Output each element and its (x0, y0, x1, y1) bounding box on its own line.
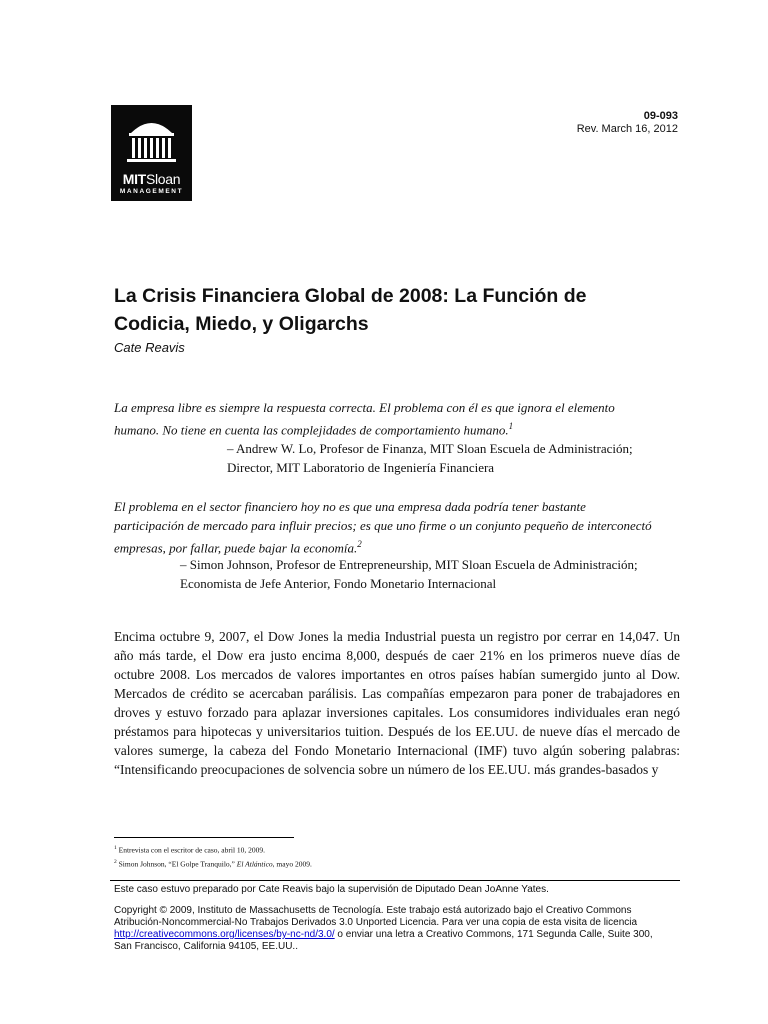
copyright-notice: Copyright © 2009, Instituto de Massachusetts de Tecnología. Este trabajo está autorizado bajo el Creativo Commons Atribución-Noncommercial-No Trabajos Derivados 3.0 Unported Licencia. Para ver una copia de esta visita de licencia http://creativecommons.org/licenses/by-nc-nd/3.0/ o enviar una letra a Creativo Commons, 171 Segunda Calle, Suite 300, San Francisco, California 94105, EE.UU.. (114, 905, 653, 952)
preparation-note: Este caso estuvo preparado por Cate Reavis bajo la supervisión de Diputado Dean JoAnne Yates. (114, 884, 549, 895)
footer-divider (110, 880, 680, 881)
footnote-2: $^2$ Simon Johnson, “El Golpe Tranquilo,” El Atlántico, mayo 2009. (114, 859, 312, 869)
epigraph-attribution-1: – Andrew W. Lo, Profesor de Finanza, MIT Sloan Escuela de Administración; Director, MIT Laboratorio de Ingeniería Financiera (227, 441, 633, 475)
logo-wordmark: MITSloan (122, 171, 181, 187)
epigraph-attribution-2: – Simon Johnson, Profesor de Entrepreneurship, MIT Sloan Escuela de Administración; Economista de Jefe Anterior, Fondo Monetario Internacional (180, 557, 638, 591)
author-name: Cate Reavis (114, 340, 185, 355)
epigraph-quote-2: El problema en el sector financiero hoy no es que una empresa dada podría tener bastante participación de mercado para influir precios; es que uno firme o un conjunto pequeño de interconectó empresas, por fallar, puede bajar la economía.$^2$ (114, 499, 652, 556)
revision-date: Rev. March 16, 2012 (576, 123, 678, 135)
mit-sloan-logo (111, 105, 192, 201)
epigraph-quote-1: La empresa libre es siempre la respuesta correcta. El problema con él es que ignora el elemento humano. No tiene en cuenta las complejidades de comportamiento humano.$^1$ (114, 400, 615, 438)
mit-dome-icon (111, 105, 192, 171)
license-link[interactable]: http://creativecommons.org/licenses/by-nc-nd/3.0/ (114, 929, 335, 940)
document-title: La Crisis Financiera Global de 2008: La Función de Codicia, Miedo, y Oligarchs (114, 285, 587, 335)
footnote-1: $^1$ Entrevista con el escritor de caso, abril 10, 2009. (114, 845, 266, 855)
body-paragraph: Encima octubre 9, 2007, el Dow Jones la media Industrial puesta un registro por cerrar en 14,047. Un año más tarde, el Dow era justo encima 8,000, después de caer 21% en los primeros nueve días de octubre 2008. Los mercados de valores importantes en otros países habían sumergido junto al Dow. Mercados de crédito se acercaban parálisis. Las compañías empezaron para poner de trabajadores en droves y estuvo forzado para aplazar inversiones capitales. Los consumidores individuales eran negó préstamos para hipotecas y universitarios tuition. Después de los EE.UU. de nueve días el mercado de valores sumerge, la cabeza del Fondo Monetario Internacional (IMF) tuvo algún sobering palabras: “Intensificando preocupaciones de solvencia sobre un número de los EE.UU. más grandes-basados y (114, 629, 680, 777)
footnote-ref-2: 2 (357, 539, 362, 549)
document-number: 09-093 (643, 110, 678, 122)
footnote-ref-1: 1 (508, 421, 514, 431)
footnote-divider (114, 837, 294, 838)
logo-subtitle: MANAGEMENT (119, 188, 184, 195)
